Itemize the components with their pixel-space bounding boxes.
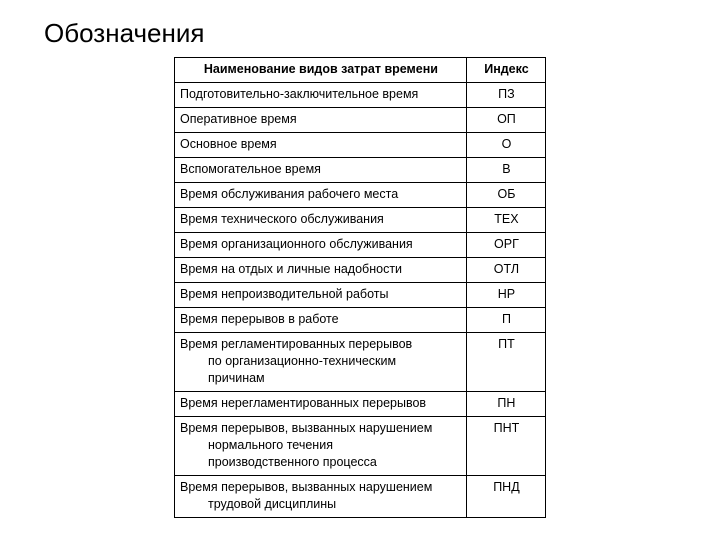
- table-row: [175, 333, 546, 392]
- table-row: [175, 108, 546, 133]
- table-row: [175, 283, 546, 308]
- row-name-line: Время нерегламентированных перерывов: [180, 396, 427, 410]
- row-index-cell: ОТЛ: [466, 258, 545, 283]
- row-index-cell: В: [466, 158, 545, 183]
- row-name-line: Время регламентированных перерывов: [180, 337, 413, 351]
- row-index-cell: ПНТ: [466, 417, 545, 476]
- row-name-cell: [175, 258, 467, 283]
- table-row: [175, 308, 546, 333]
- designations-table: [174, 57, 546, 518]
- table-row: [175, 183, 546, 208]
- table-row: [175, 417, 546, 476]
- header-index: Индекс: [466, 58, 545, 83]
- row-name-line: трудовой дисциплины: [208, 497, 337, 511]
- row-name-cell: [175, 233, 467, 258]
- row-index-cell: ПЗ: [466, 83, 545, 108]
- table-row: [175, 233, 546, 258]
- row-index-cell: О: [466, 133, 545, 158]
- row-name-cell: [175, 183, 467, 208]
- row-index-cell: ОРГ: [466, 233, 545, 258]
- table-row: [175, 392, 546, 417]
- row-name-line: Оперативное время: [180, 112, 297, 126]
- row-name-line: производственного процесса: [208, 455, 377, 469]
- row-name-cell: [175, 308, 467, 333]
- row-index-cell: ОБ: [466, 183, 545, 208]
- row-name-line: Время организационного обслуживания: [180, 237, 413, 251]
- row-index-cell: ПТ: [466, 333, 545, 392]
- header-name: Наименование видов затрат времени: [175, 58, 467, 83]
- row-name-line: Время перерывов, вызванных нарушением: [180, 421, 433, 435]
- row-name-cell: [175, 392, 467, 417]
- row-name-cell: [175, 417, 467, 476]
- row-name-line: нормального течения: [208, 438, 333, 452]
- row-name-line: Вспомогательное время: [180, 162, 321, 176]
- row-index-cell: ТЕХ: [466, 208, 545, 233]
- row-index-cell: ОП: [466, 108, 545, 133]
- row-index-cell: П: [466, 308, 545, 333]
- row-index-cell: ПН: [466, 392, 545, 417]
- table-row: [175, 258, 546, 283]
- table-row: [175, 476, 546, 518]
- row-name-cell: [175, 133, 467, 158]
- row-name-cell: [175, 108, 467, 133]
- row-name-line: Время непроизводительной работы: [180, 287, 389, 301]
- row-name-line: Подготовительно-заключительное время: [180, 87, 419, 101]
- row-name-cell: [175, 83, 467, 108]
- row-name-line: причинам: [208, 371, 265, 385]
- row-name-cell: [175, 333, 467, 392]
- row-name-cell: [175, 158, 467, 183]
- row-name-line: Время технического обслуживания: [180, 212, 384, 226]
- table-header-row: [175, 58, 546, 83]
- table-row: [175, 158, 546, 183]
- row-name-line: по организационно-техническим: [208, 354, 397, 368]
- row-index-cell: НР: [466, 283, 545, 308]
- row-name-cell: [175, 208, 467, 233]
- row-name-line: Время на отдых и личные надобности: [180, 262, 403, 276]
- page-title: Обозначения: [44, 18, 205, 48]
- row-name-line: Время перерывов, вызванных нарушением: [180, 480, 433, 494]
- row-name-line: Основное время: [180, 137, 277, 151]
- row-name-line: Время перерывов в работе: [180, 312, 339, 326]
- table-body: [175, 83, 546, 518]
- table-row: [175, 208, 546, 233]
- row-name-cell: [175, 283, 467, 308]
- table-row: [175, 83, 546, 108]
- row-name-line: Время обслуживания рабочего места: [180, 187, 399, 201]
- row-index-cell: ПНД: [466, 476, 545, 518]
- table-row: [175, 133, 546, 158]
- row-name-cell: [175, 476, 467, 518]
